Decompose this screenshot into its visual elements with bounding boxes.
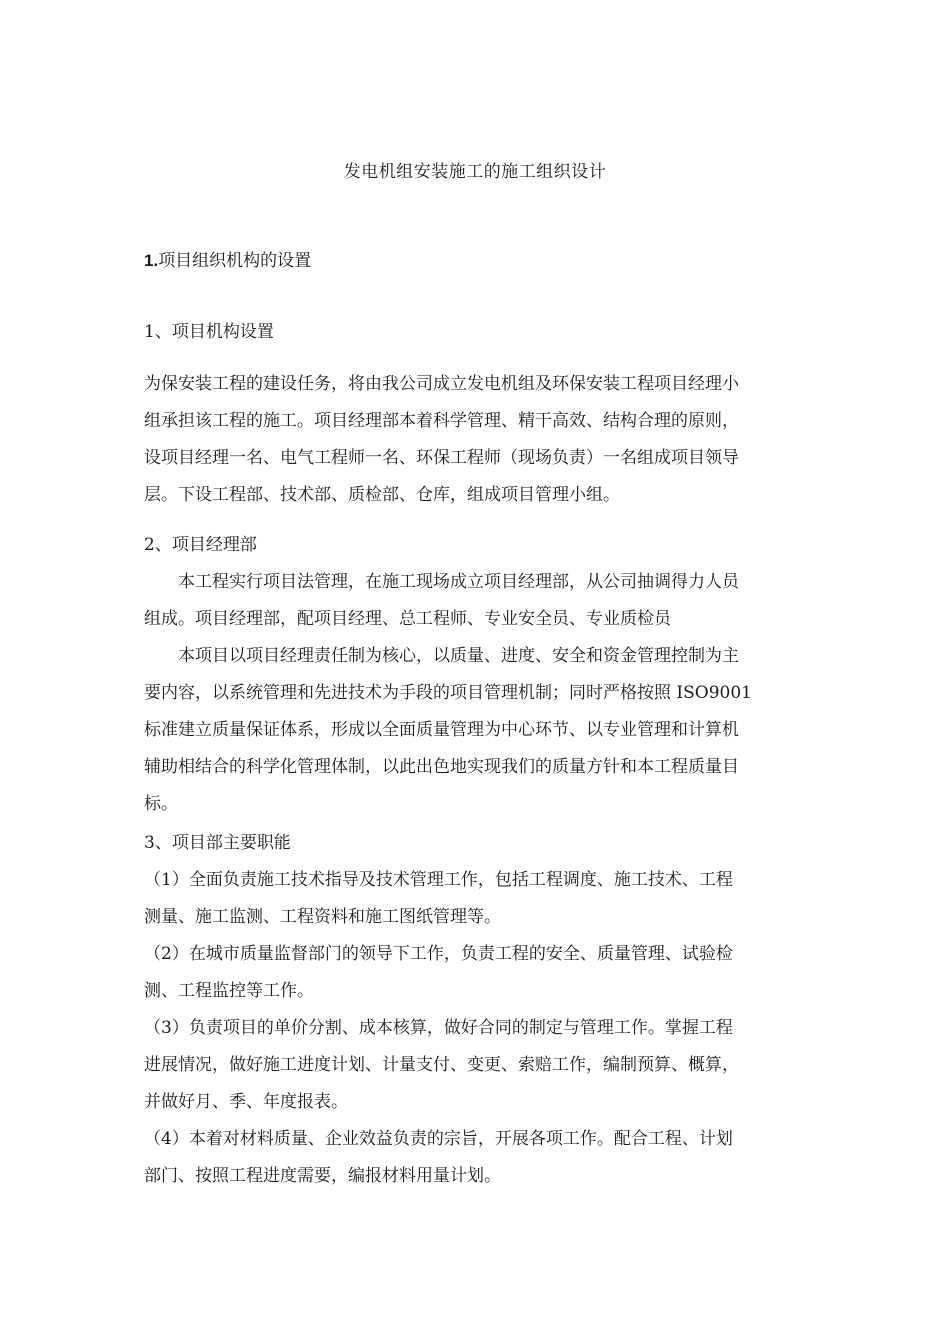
paragraph-line: （4）本着对材料质量、企业效益负责的宗旨，开展各项工作。配合工程、计划	[144, 1129, 733, 1149]
section-3-paragraph	[144, 862, 812, 1195]
paragraph-line: 辅助相结合的科学化管理体制，以此出色地实现我们的质量方针和本工程质量目	[144, 757, 739, 777]
heading-text: 项目组织机构的设置	[158, 251, 312, 271]
paragraph-line: 本项目以项目经理责任制为核心，以质量、进度、安全和资金管理控制为主	[178, 646, 739, 666]
paragraph-line: 并做好月、季、年度报表。	[144, 1092, 348, 1112]
paragraph-line: 组成。项目经理部，配项目经理、总工程师、专业安全员、专业质检员	[144, 609, 671, 629]
paragraph-line: 测、工程监控等工作。	[144, 981, 314, 1001]
document-title: 发电机组安装施工的施工组织设计	[343, 162, 607, 182]
paragraph-line: 进展情况，做好施工进度计划、计量支付、变更、索赔工作，编制预算、概算，	[144, 1055, 739, 1075]
paragraph-line: 要内容，以系统管理和先进技术为手段的项目管理机制；同时严格按照 ISO9001	[144, 683, 752, 703]
section-heading-1	[144, 246, 812, 271]
paragraph-line: （3）负责项目的单价分割、成本核算，做好合同的制定与管理工作。掌握工程	[144, 1018, 733, 1038]
heading-number: 1.	[144, 251, 159, 270]
paragraph-line: 本工程实行项目法管理，在施工现场成立项目经理部，从公司抽调得力人员	[178, 572, 739, 592]
paragraph-line: （1）全面负责施工技术指导及技术管理工作，包括工程调度、施工技术、工程	[144, 870, 733, 890]
paragraph-line: 设项目经理一名、电气工程师一名、环保工程师（现场负责）一名组成项目领导	[144, 448, 739, 468]
section-2-paragraph	[144, 564, 812, 823]
section-1-title: 1、项目机构设置	[144, 322, 274, 342]
section-1-paragraph	[144, 366, 812, 514]
paragraph-line: 为保安装工程的建设任务，将由我公司成立发电机组及环保安装工程项目经理小	[144, 374, 739, 394]
section-3-title: 3、项目部主要职能	[144, 833, 291, 853]
paragraph-line: 层。下设工程部、技术部、质检部、仓库，组成项目管理小组。	[144, 485, 620, 505]
paragraph-line: 组承担该工程的施工。项目经理部本着科学管理、精干高效、结构合理的原则，	[144, 411, 739, 431]
paragraph-line: 部门、按照工程进度需要，编报材料用量计划。	[144, 1166, 501, 1186]
paragraph-line: 标。	[144, 794, 178, 814]
paragraph-line: （2）在城市质量监督部门的领导下工作，负责工程的安全、质量管理、试验检	[144, 944, 733, 964]
section-2-title: 2、项目经理部	[144, 535, 257, 555]
paragraph-line: 测量、施工监测、工程资料和施工图纸管理等。	[144, 907, 501, 927]
paragraph-line: 标准建立质量保证体系，形成以全面质量管理为中心环节、以专业管理和计算机	[144, 720, 739, 740]
